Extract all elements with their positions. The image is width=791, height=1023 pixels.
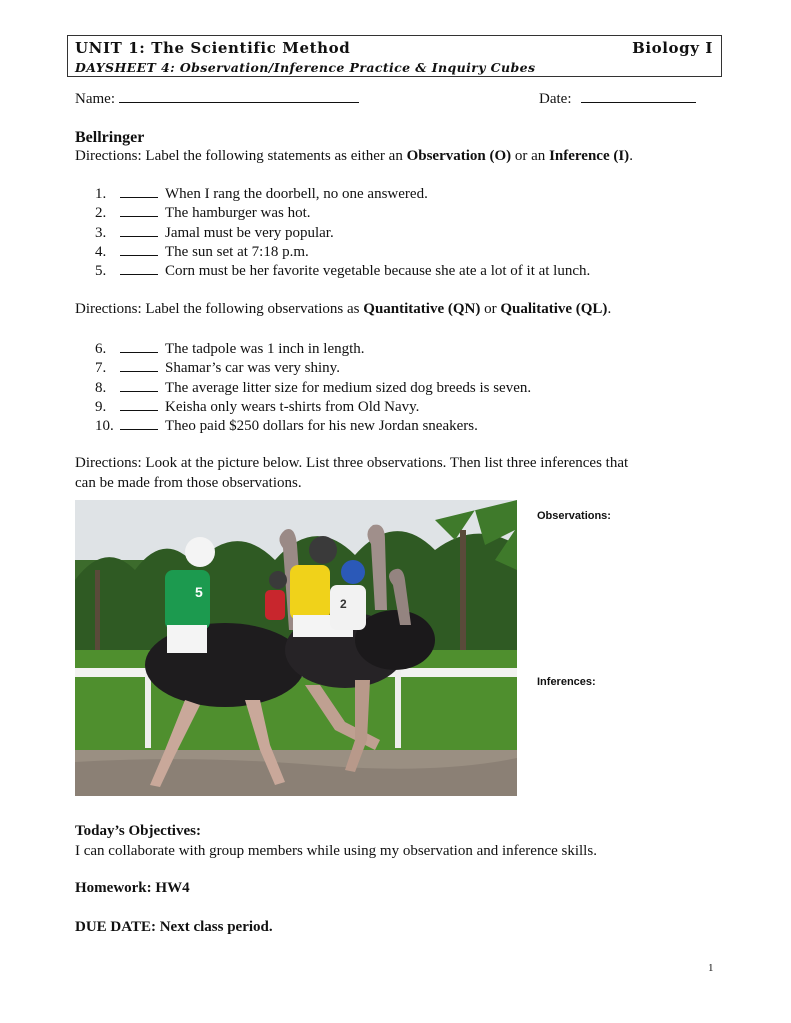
list-item — [95, 379, 745, 398]
answer-blank[interactable] — [120, 359, 158, 372]
page-number: 1 — [708, 962, 714, 974]
directions-term: Quantitative (QN) — [363, 301, 481, 317]
list-item — [95, 359, 745, 378]
name-row — [75, 90, 359, 108]
ostrich-race-illustration — [75, 500, 517, 796]
observations-label: Observations: — [537, 510, 611, 522]
directions-text: or — [480, 301, 501, 317]
directions-term: Observation (O) — [406, 148, 512, 164]
item-number: 6. — [95, 341, 107, 357]
answer-blank[interactable] — [120, 417, 158, 430]
list-item — [95, 417, 745, 436]
list-item — [95, 204, 745, 223]
item-text: The sun set at 7:18 p.m. — [165, 243, 309, 260]
answer-blank[interactable] — [120, 185, 158, 198]
directions-quantitative-qualitative — [75, 301, 611, 318]
homework: Homework: HW4 — [75, 880, 190, 896]
quantitative-qualitative-list — [95, 340, 745, 436]
directions-picture-line1: Directions: Look at the picture below. List three observations. Then list three inferences that — [75, 455, 629, 471]
directions-term: Qualitative (QL) — [500, 301, 608, 317]
bellringer-heading: Bellringer — [75, 129, 145, 146]
item-text: When I rang the doorbell, no one answered. — [165, 186, 428, 202]
item-text: Theo paid $250 dollars for his new Jordan sneakers. — [165, 418, 478, 435]
item-number: 7. — [95, 360, 107, 377]
item-text: Shamar’s car was very shiny. — [165, 360, 340, 377]
directions-text: or an — [511, 148, 550, 164]
date-row — [539, 90, 696, 108]
item-number: 1. — [95, 186, 107, 202]
unit-title: UNIT 1: The Scientific Method — [75, 39, 351, 57]
course-title: Biology I — [632, 39, 713, 57]
directions-text: Directions: Label the following statements as either an — [75, 148, 407, 164]
item-number: 10. — [95, 418, 114, 435]
answer-blank[interactable] — [120, 204, 158, 217]
date-field[interactable] — [581, 90, 696, 103]
item-number: 3. — [95, 224, 107, 241]
date-label: Date: — [539, 91, 572, 107]
item-number: 4. — [95, 243, 107, 260]
inferences-label: Inferences: — [537, 676, 596, 688]
item-text: The average litter size for medium sized dog breeds is seven. — [165, 379, 532, 396]
item-number: 5. — [95, 263, 107, 280]
answer-blank[interactable] — [120, 262, 158, 275]
ostrich-race-photo — [75, 500, 517, 796]
name-field[interactable] — [119, 90, 359, 103]
directions-picture-line2: can be made from those observations. — [75, 475, 302, 491]
list-item — [95, 340, 745, 359]
daysheet-title: DAYSHEET 4: Observation/Inference Practice & Inquiry Cubes — [75, 60, 536, 75]
objectives-heading: Today’s Objectives: — [75, 823, 201, 839]
name-label: Name: — [75, 91, 115, 107]
answer-blank[interactable] — [120, 243, 158, 256]
answer-blank[interactable] — [120, 379, 158, 392]
list-item — [95, 262, 745, 281]
jockey-number-5: 5 — [195, 584, 203, 600]
list-item — [95, 243, 745, 262]
observation-inference-list — [95, 185, 745, 281]
answer-blank[interactable] — [120, 398, 158, 411]
item-number: 8. — [95, 379, 107, 396]
directions-term: Inference (I) — [549, 148, 630, 164]
directions-text: Directions: Label the following observations as — [75, 301, 364, 317]
item-text: Jamal must be very popular. — [165, 224, 334, 241]
item-text: The hamburger was hot. — [165, 205, 311, 222]
answer-blank[interactable] — [120, 224, 158, 237]
item-number: 2. — [95, 205, 107, 222]
directions-observation-inference — [75, 148, 633, 165]
objectives-text: I can collaborate with group members while using my observation and inference skills. — [75, 843, 597, 859]
directions-text: . — [629, 148, 633, 164]
list-item — [95, 185, 745, 204]
due-date: DUE DATE: Next class period. — [75, 919, 273, 935]
item-text: Corn must be her favorite vegetable because she ate a lot of it at lunch. — [165, 263, 591, 280]
list-item — [95, 398, 745, 417]
item-text: The tadpole was 1 inch in length. — [165, 341, 365, 357]
directions-text: . — [607, 301, 612, 317]
answer-blank[interactable] — [120, 340, 158, 353]
header-box — [67, 35, 722, 77]
jockey-number-2: 2 — [340, 597, 347, 611]
item-number: 9. — [95, 398, 107, 415]
item-text: Keisha only wears t-shirts from Old Navy. — [165, 398, 420, 415]
list-item — [95, 224, 745, 243]
